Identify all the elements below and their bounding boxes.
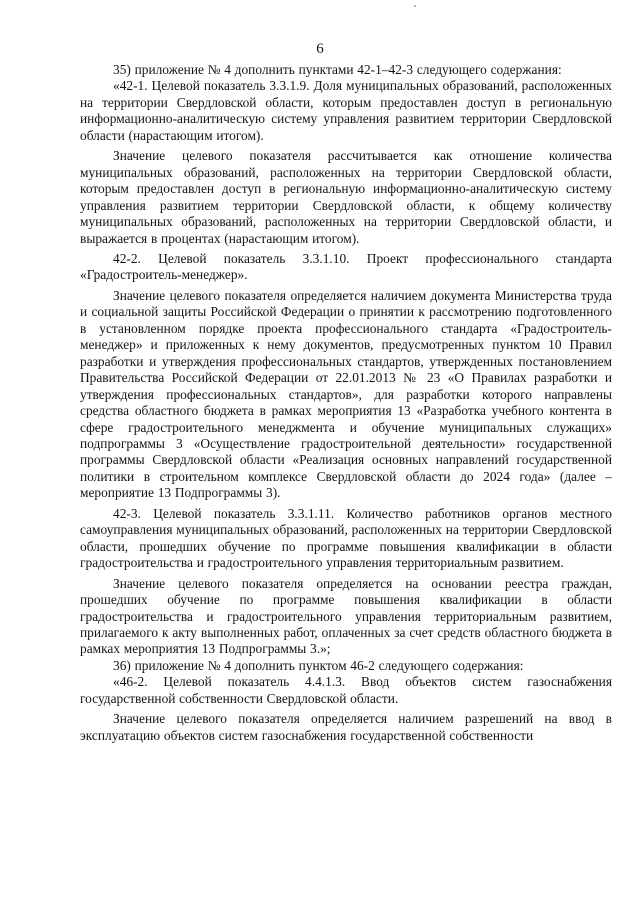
paragraph-42-3-value: Значение целевого показателя определяется на основании реестра граждан, прошедших обучение по программе повышения квалификации в области градостроительства и градостроительного управления территориальным развитием, прилагаемого к акту выполненных работ, оплаченных за счет средств областного бюджета в рамках мероприятия 13 Подпрограммы 3.»; <box>80 575 612 657</box>
scan-artifact <box>414 5 416 7</box>
paragraph-35-intro: 35) приложение № 4 дополнить пунктами 42-1–42-3 следующего содержания: <box>113 62 562 77</box>
paragraph-36-intro: 36) приложение № 4 дополнить пунктом 46-2 следующего содержания: <box>113 657 524 673</box>
document-body <box>80 62 612 744</box>
paragraph-42-3-title: 42-3. Целевой показатель 3.3.1.11. Количество работников органов местного самоуправления муниципальных образований, расположенных на территории Свердловской области, прошедших обучение по программе повышения квалификации в области градостроительства и градостроительного управления территориальным развитием. <box>80 505 612 571</box>
paragraph-42-2-title: 42-2. Целевой показатель 3.3.1.10. Проект профессионального стандарта «Градостроитель-менеджер». <box>80 250 612 283</box>
paragraph-46-2-value: Значение целевого показателя определяется наличием разрешений на ввод в эксплуатацию объектов систем газоснабжения государственной собственности <box>80 711 612 743</box>
paragraph-42-2-value: Значение целевого показателя определяется наличием документа Министерства труда и социальной защиты Российской Федерации о принятии к рассмотрению подготовленного в установленном порядке проекта профессионального стандарта «Градостроитель-менеджер» и приложенных к нему документов, предусмотренных пунктом 10 Правил разработки и утверждения профессиональных стандартов, утвержденных постановлением Правительства Российской Федерации от 22.01.2013 № 23 «О Правилах разработки и утверждения профессиональных стандартов», для разработки которого направлены средства областного бюджета в рамках мероприятия 13 «Разработка учебного контента в сфере градостроительного менеджмента и обучение муниципальных служащих» подпрограммы 3 «Осуществление градостроительной деятельности» государственной программы Свердловской области «Реализация основных направлений государственной политики в строительном комплексе Свердловской области до 2024 года» (далее – мероприятие 13 Подпрограммы 3). <box>80 287 612 501</box>
paragraph-42-1-value: Значение целевого показателя рассчитывается как отношение количества муниципальных образований, расположенных на территории Свердловской области, которым предоставлен доступ в региональную информационно-аналитическую систему управления развитием территории Свердловской области, к общему количеству муниципальных образований, расположенных на территории Свердловской области, и выражается в процентах (нарастающим итогом). <box>80 148 612 246</box>
paragraph-42-1-title: «42-1. Целевой показатель 3.3.1.9. Доля муниципальных образований, расположенных на территории Свердловской области, которым предоставлен доступ в региональную информационно-аналитическую систему управления развитием территории Свердловской области (нарастающим итогом). <box>80 78 612 143</box>
page-number: 6 <box>316 41 324 57</box>
paragraph-46-2-title: «46-2. Целевой показатель 4.4.1.3. Ввод объектов систем газоснабжения государственной собственности Свердловской области. <box>80 674 612 706</box>
